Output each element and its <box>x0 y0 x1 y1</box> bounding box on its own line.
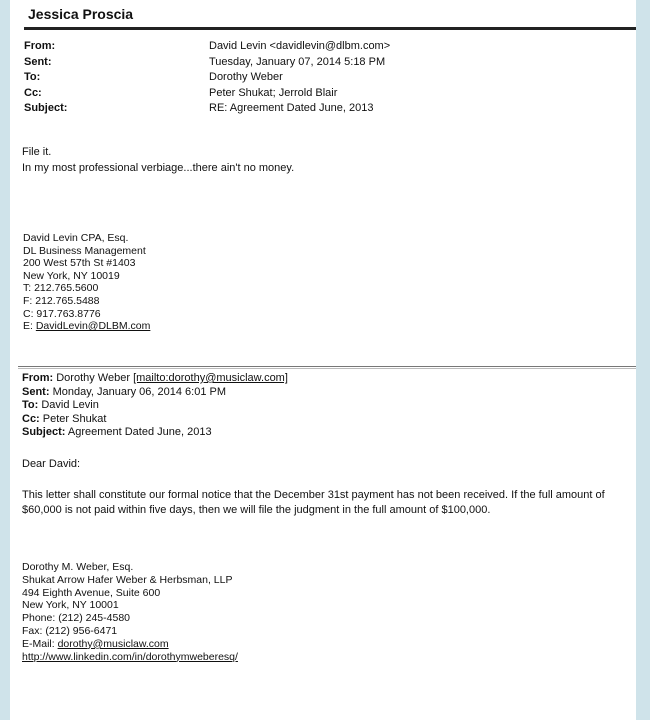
cc-value: Peter Shukat <box>42 412 107 425</box>
subject-value: RE: Agreement Dated June, 2013 <box>209 102 374 114</box>
from-name: Dorothy Weber <box>56 372 131 384</box>
cc-label: Cc: <box>22 412 40 425</box>
sent-value: Tuesday, January 07, 2014 5:18 PM <box>209 55 386 68</box>
email1-body <box>22 144 294 176</box>
email1-body-line: File it. <box>22 146 52 158</box>
signature-email-line <box>23 320 150 333</box>
email2-header <box>22 372 288 440</box>
from-value: David Levin <davidlevin@dlbm.com> <box>209 40 391 52</box>
signature-line: Shukat Arrow Hafer Weber & Herbsman, LLP <box>22 573 233 586</box>
email2-greeting: Dear David: <box>22 458 81 470</box>
subject-label: Subject: <box>22 426 66 438</box>
to-value: Dorothy Weber <box>209 71 283 83</box>
sent-value: Monday, January 06, 2014 6:01 PM <box>52 385 227 398</box>
linkedin-link[interactable]: http://www.linkedin.com/in/dorothymweberesq/ <box>22 650 238 663</box>
cc-label: Cc: <box>24 86 42 99</box>
email2-to-row <box>22 399 288 413</box>
signature-email-line <box>22 638 238 651</box>
signature-line: 494 Eighth Avenue, Suite 600 <box>22 586 161 599</box>
from-mailto-link[interactable]: [mailto:dorothy@musiclaw.com] <box>133 372 288 384</box>
signature-line: Dorothy M. Weber, Esq. <box>22 561 134 573</box>
sent-label: Sent: <box>22 385 50 398</box>
email-label: E-Mail: <box>22 637 58 650</box>
quoted-message-divider-shadow <box>18 368 636 369</box>
quoted-message-divider <box>18 366 636 367</box>
signature-line: Fax: (212) 956-6471 <box>22 624 118 637</box>
signature-line: New York, NY 10019 <box>23 269 120 282</box>
signature-line: DL Business Management <box>23 244 146 257</box>
signature-line: Phone: (212) 245-4580 <box>22 612 130 625</box>
email2-notice-paragraph: This letter shall constitute our formal notice that the December 31st payment has not been received. If the full amount of $60,000 is not paid within five days, then we will file the judgment in the full amount of $100,000. <box>22 489 605 516</box>
signature-line: 200 West 57th St #1403 <box>23 257 136 270</box>
to-label: To: <box>24 71 41 83</box>
email-link[interactable]: dorothy@musiclaw.com <box>57 637 169 650</box>
subject-value: Agreement Dated June, 2013 <box>67 426 212 438</box>
signature-email-label: E: <box>23 320 36 333</box>
email1-signature <box>23 232 150 333</box>
email1-body-line: In my most professional verbiage...there ain't no money. <box>22 162 295 174</box>
from-label: From: <box>22 372 54 384</box>
subject-label: Subject: <box>24 102 68 114</box>
to-label: To: <box>22 399 39 411</box>
to-value: David Levin <box>41 399 99 411</box>
header-rule <box>24 27 636 30</box>
signature-line: F: 212.765.5488 <box>23 294 100 307</box>
sent-label: Sent: <box>24 55 52 68</box>
email-printout <box>10 0 636 720</box>
cc-value: Peter Shukat; Jerrold Blair <box>209 86 338 99</box>
email2-subject-row <box>22 426 288 440</box>
email2-from-row <box>22 372 288 386</box>
mailbox-owner-name: Jessica Proscia <box>28 6 134 22</box>
signature-line: C: 917.763.8776 <box>23 307 101 320</box>
signature-line: New York, NY 10001 <box>22 599 119 612</box>
email2-signature <box>22 561 238 663</box>
signature-line: T: 212.765.5600 <box>23 282 99 295</box>
signature-email-link[interactable]: DavidLevin@DLBM.com <box>35 320 151 333</box>
email2-sent-row <box>22 386 288 400</box>
signature-line: David Levin CPA, Esq. <box>23 232 129 244</box>
email2-cc-row <box>22 413 288 427</box>
from-label: From: <box>24 40 56 52</box>
